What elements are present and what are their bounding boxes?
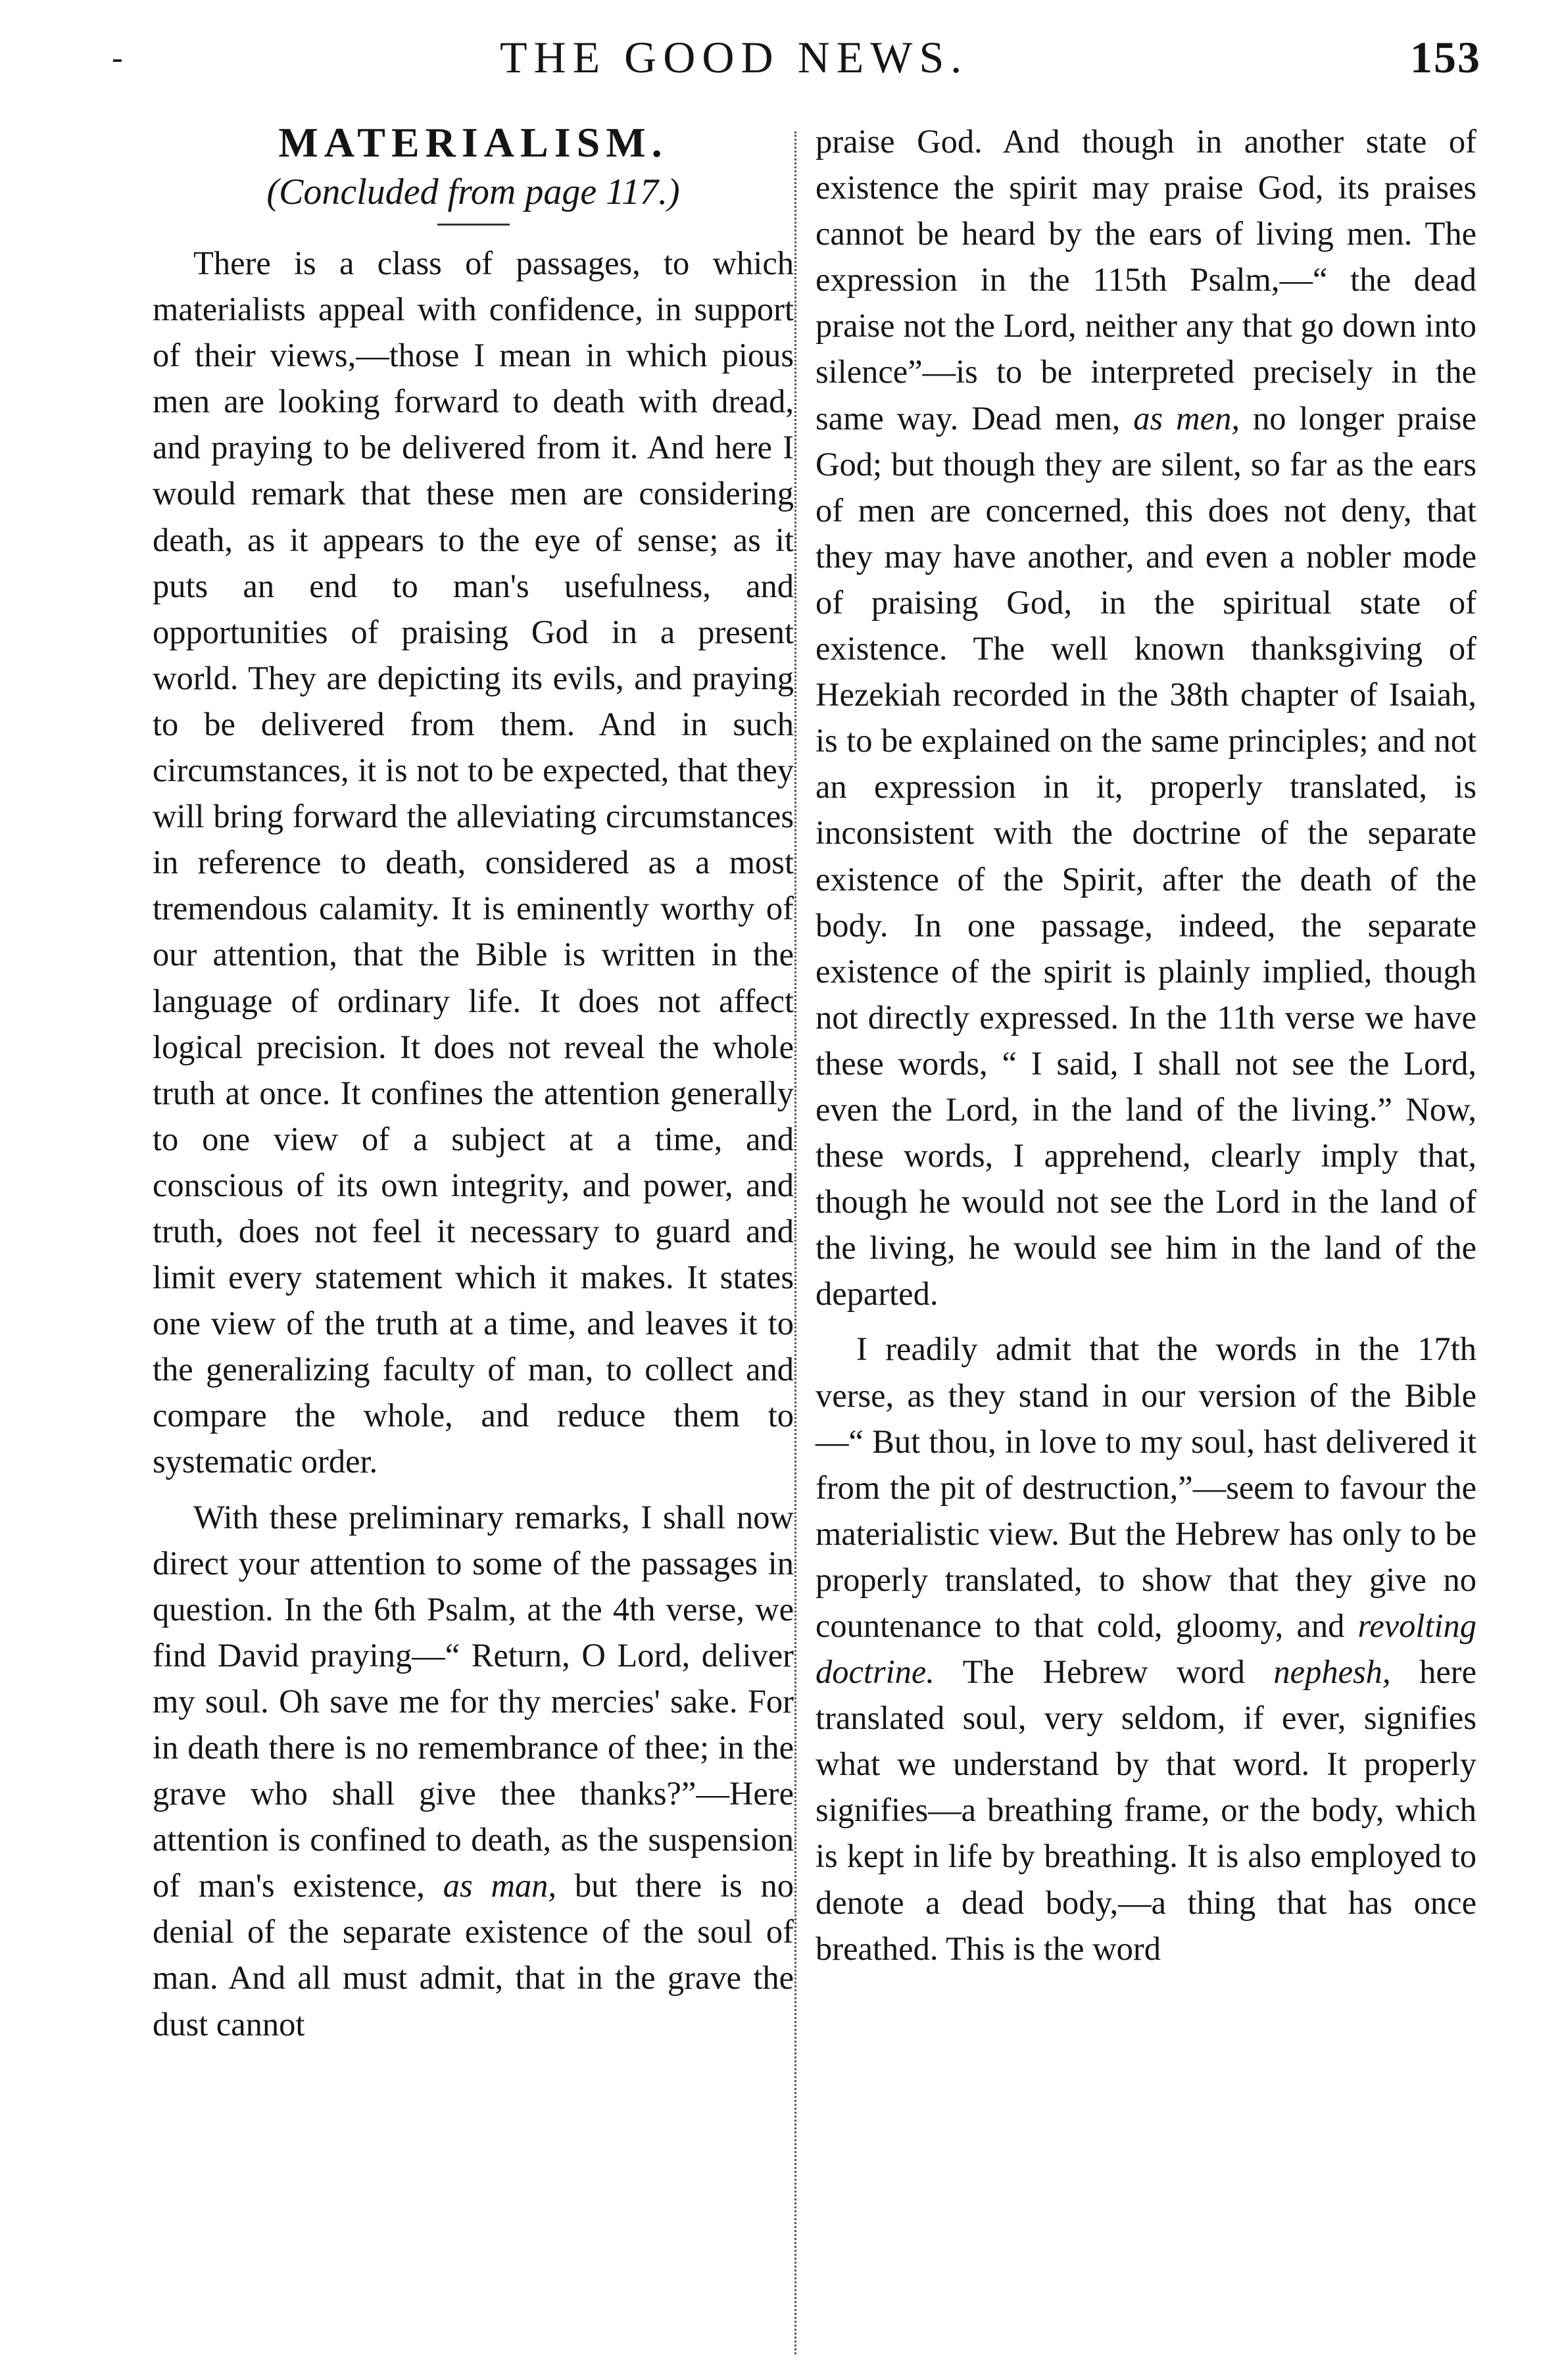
left-paragraph-1 [153, 240, 794, 1485]
right-paragraph-1 [816, 118, 1476, 1317]
left-paragraph-2-text-a: With these preliminary remarks, I shall now direct your attention to some of the passages in question. In the 6th Psalm, at the 4th verse, we find David praying—“ Return, O Lord, deliver my soul. Oh save me for thy mercies' sake. For in death there is no remembrance of thee; in the grave who shall give thee thanks?”—Here attention is confined to death, as the suspension of man's existence, [153, 1498, 794, 1905]
left-paragraph-2-italic: as man, [443, 1867, 557, 1905]
right-column [816, 118, 1476, 1972]
left-paragraph-2 [153, 1494, 794, 2047]
right-paragraph-2-text-c: here translated soul, very seldom, if ever, signifies what we understand by that word. It properly signifies—a breathing frame, or the body, which is kept in life by breathing. It is also employed to denote a dead body,—a thing that has once breathed. This is the word [816, 1653, 1476, 1967]
title-rule [437, 224, 510, 226]
right-paragraph-2 [816, 1326, 1476, 1971]
article-subtitle: (Concluded from page 117.) [266, 172, 680, 212]
right-paragraph-2-text-b: The Hebrew word [934, 1653, 1274, 1691]
page-number: 153 [1410, 32, 1481, 82]
article-title: MATERIALISM. [278, 119, 668, 166]
right-paragraph-2-text-a: I readily admit that the words in the 17th verse, as they stand in our version of the Bible—“ But thou, in love to my soul, hast delivered it from the pit of destruction,”—seem to favour the materialistic view. But the Hebrew has only to be properly translated, to show that they give no countenance to that cold, gloomy, and [816, 1330, 1476, 1644]
right-paragraph-2-italic-1: revolting doctrine. [816, 1607, 1476, 1691]
left-paragraph-2-text-b: but there is no denial of the separate existence of the soul of man. And all must admit, that in the grave the dust cannot [153, 1867, 794, 2043]
left-paragraph-1-text: There is a class of passages, to which materialists appeal with confidence, in support of their views,—those I mean in which pious men are looking forward to death with dread, and praying to be delivered from it. And here I would remark that these men are considering death, as it appears to the eye of sense; as it puts an end to man's usefulness, and opportunities of praising God in a present world. They are depicting its evils, and praying to be delivered from them. And in such circumstances, it is not to be expected, that they will bring forward the alleviating circumstances in reference to death, considered as a most tremendous calamity. It is eminently worthy of our attention, that the Bible is written in the language of ordinary life. It does not affect logical precision. It does not reveal the whole truth at once. It confines the attention generally to one view of a subject at a time, and conscious of its own integrity, and power, and truth, does not feel it necessary to guard and limit every statement which it makes. It states one view of the truth at a time, and leaves it to the generalizing faculty of man, to collect and compare the whole, and reduce them to systematic order. [153, 245, 794, 1480]
right-paragraph-1-text-a: praise God. And though in another state of existence the spirit may praise God, its praises cannot be heard by the ears of living men. The expression in the 115th Psalm,—“ the dead praise not the Lord, neither any that go down into silence”—is to be interpreted precisely in the same way. Dead men, [816, 123, 1476, 437]
running-head [500, 32, 1481, 84]
left-column [153, 118, 794, 2047]
header-dash: - [112, 39, 123, 76]
periodical-title: THE GOOD NEWS. [500, 32, 969, 82]
right-paragraph-2-italic-2: nephesh, [1273, 1653, 1391, 1691]
right-paragraph-1-text-b: no longer praise God; but though they are silent, so far as the ears of men are concerned, this does not deny, that they may have another, and even a nobler mode of praising God, in the spiritual state of existence. The well known thanksgiving of Hezekiah recorded in the 38th chapter of Isaiah, is to be explained on the same principles; and not an expression in it, properly translated, is inconsistent with the doctrine of the separate existence of the Spirit, after the death of the body. In one passage, indeed, the separate existence of the spirit is plainly implied, though not directly expressed. In the 11th verse we have these words, “ I said, I shall not see the Lord, even the Lord, in the land of the living.” Now, these words, I apprehend, clearly imply that, though he would not see the Lord in the land of the living, he would see him in the land of the departed. [816, 399, 1476, 1313]
right-paragraph-1-italic: as men, [1133, 399, 1240, 437]
column-divider [794, 132, 796, 2354]
